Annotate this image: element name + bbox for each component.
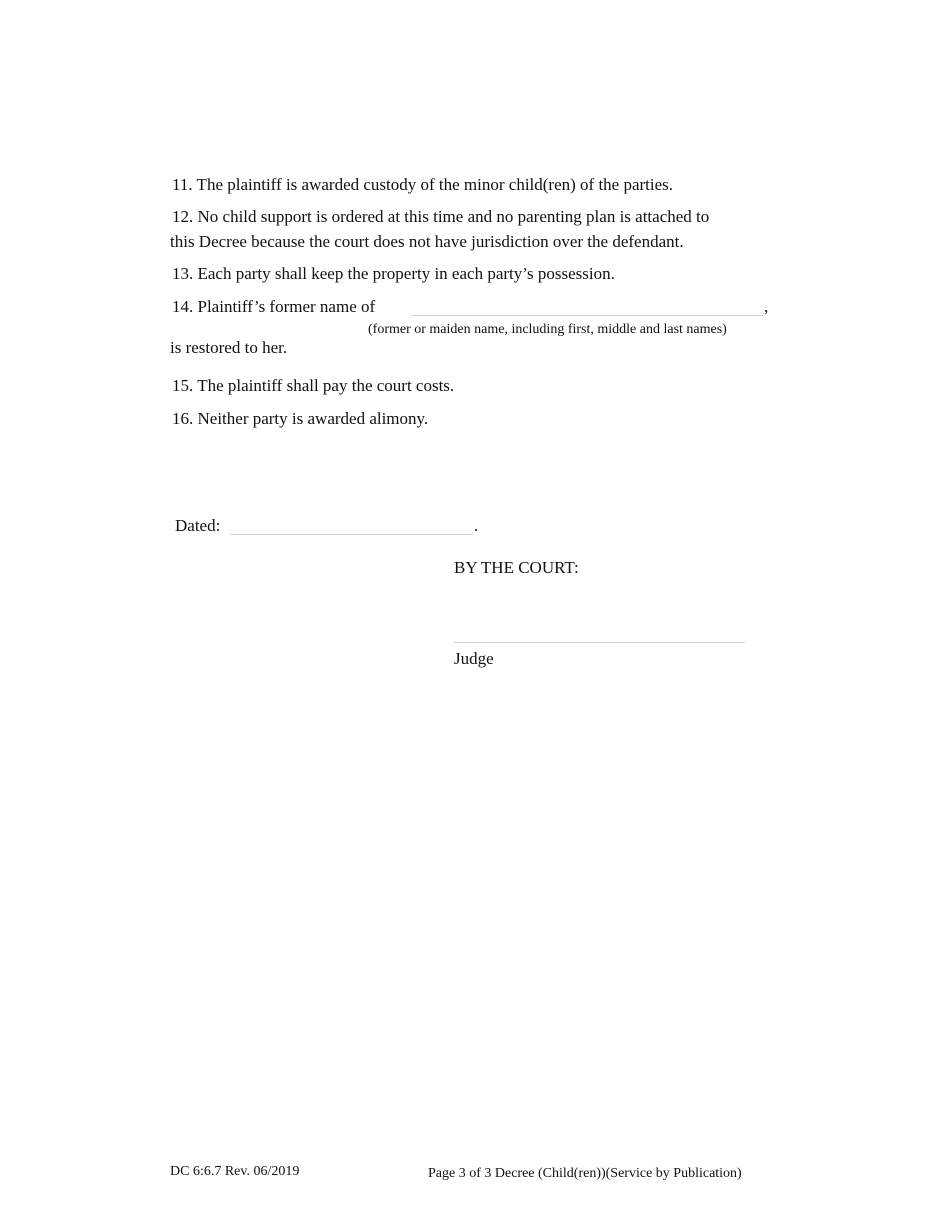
form-code: DC 6:6.7 Rev. 06/2019 [170, 1164, 300, 1179]
date-field[interactable] [230, 534, 473, 535]
judge-signature-line[interactable] [454, 642, 745, 643]
by-the-court-label: BY THE COURT: [454, 558, 579, 577]
former-name-caption: (former or maiden name, including first, middle and last names) [368, 322, 727, 337]
item-11: 11. The plaintiff is awarded custody of the minor child(ren) of the parties. [172, 175, 674, 194]
judge-label: Judge [454, 649, 494, 668]
item-12-line-2: this Decree because the court does not have jurisdiction over the defendant. [170, 232, 684, 251]
former-name-field[interactable] [411, 315, 763, 316]
page-info: Page 3 of 3 Decree (Child(ren))(Service by Publication) [428, 1166, 742, 1181]
item-14-comma: , [764, 297, 769, 316]
item-13: 13. Each party shall keep the property in each party’s possession. [172, 264, 615, 283]
item-12-line-1: 12. No child support is ordered at this time and no parenting plan is attached to [172, 207, 710, 226]
item-15: 15. The plaintiff shall pay the court costs. [172, 376, 455, 395]
item-14-prefix: 14. Plaintiff’s former name of [172, 297, 376, 316]
dated-period: . [474, 516, 479, 535]
item-14-suffix: is restored to her. [170, 338, 288, 357]
item-16: 16. Neither party is awarded alimony. [172, 409, 429, 428]
dated-label: Dated: [175, 516, 221, 535]
